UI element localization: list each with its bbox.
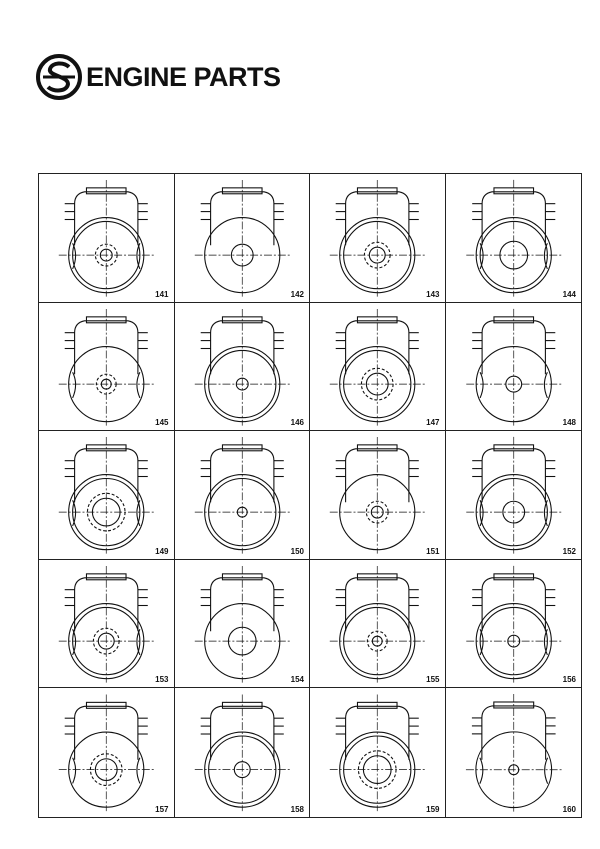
part-cell	[446, 303, 582, 432]
part-cell	[175, 431, 311, 560]
brand-header	[36, 54, 281, 100]
part-number: 143	[426, 289, 440, 299]
part-number: 153	[155, 675, 169, 685]
brand-title: ENGINE PARTS	[86, 61, 281, 92]
piston-drawing	[446, 174, 582, 302]
part-cell	[310, 560, 446, 689]
part-number: 159	[426, 805, 440, 814]
es-logo-icon	[36, 54, 82, 100]
piston-drawing	[310, 174, 445, 302]
piston-drawing	[175, 303, 310, 431]
part-cell	[446, 431, 582, 560]
piston-drawing	[175, 688, 310, 817]
part-number: 160	[562, 805, 576, 814]
piston-drawing	[175, 174, 310, 302]
part-cell	[39, 431, 175, 560]
part-cell	[446, 174, 582, 303]
piston-drawing	[310, 688, 445, 817]
part-cell	[175, 688, 311, 817]
piston-drawing	[310, 560, 445, 688]
piston-drawing	[310, 303, 445, 431]
part-number: 149	[155, 546, 169, 556]
piston-drawing	[175, 560, 310, 688]
part-cell	[175, 174, 311, 303]
part-number: 151	[426, 546, 440, 556]
part-number: 148	[562, 418, 576, 428]
piston-drawing	[39, 174, 174, 302]
piston-drawing	[39, 303, 174, 431]
piston-drawing	[175, 431, 310, 559]
part-number: 155	[426, 675, 440, 685]
part-cell	[39, 688, 175, 817]
piston-drawing	[446, 560, 582, 688]
part-number: 158	[290, 805, 304, 814]
part-number: 141	[155, 289, 169, 299]
part-cell	[310, 431, 446, 560]
part-cell	[39, 303, 175, 432]
piston-drawing	[310, 431, 445, 559]
part-number: 156	[562, 675, 576, 685]
part-cell	[310, 688, 446, 817]
piston-drawing	[446, 303, 582, 431]
part-number: 147	[426, 418, 440, 428]
part-cell	[175, 560, 311, 689]
part-cell	[39, 560, 175, 689]
part-number: 154	[290, 675, 304, 685]
part-number: 152	[562, 546, 576, 556]
part-cell	[310, 174, 446, 303]
part-cell	[446, 688, 582, 817]
part-cell	[446, 560, 582, 689]
part-number: 150	[290, 546, 304, 556]
parts-grid	[38, 173, 582, 818]
part-number: 146	[290, 418, 304, 428]
piston-drawing	[446, 688, 582, 817]
piston-drawing	[39, 431, 174, 559]
part-cell	[39, 174, 175, 303]
part-cell	[175, 303, 311, 432]
piston-drawing	[446, 431, 582, 559]
piston-drawing	[39, 688, 174, 817]
part-cell	[310, 303, 446, 432]
piston-drawing	[39, 560, 174, 688]
part-number: 142	[290, 289, 304, 299]
part-number: 157	[155, 805, 169, 814]
part-number: 144	[562, 289, 576, 299]
part-number: 145	[155, 418, 169, 428]
